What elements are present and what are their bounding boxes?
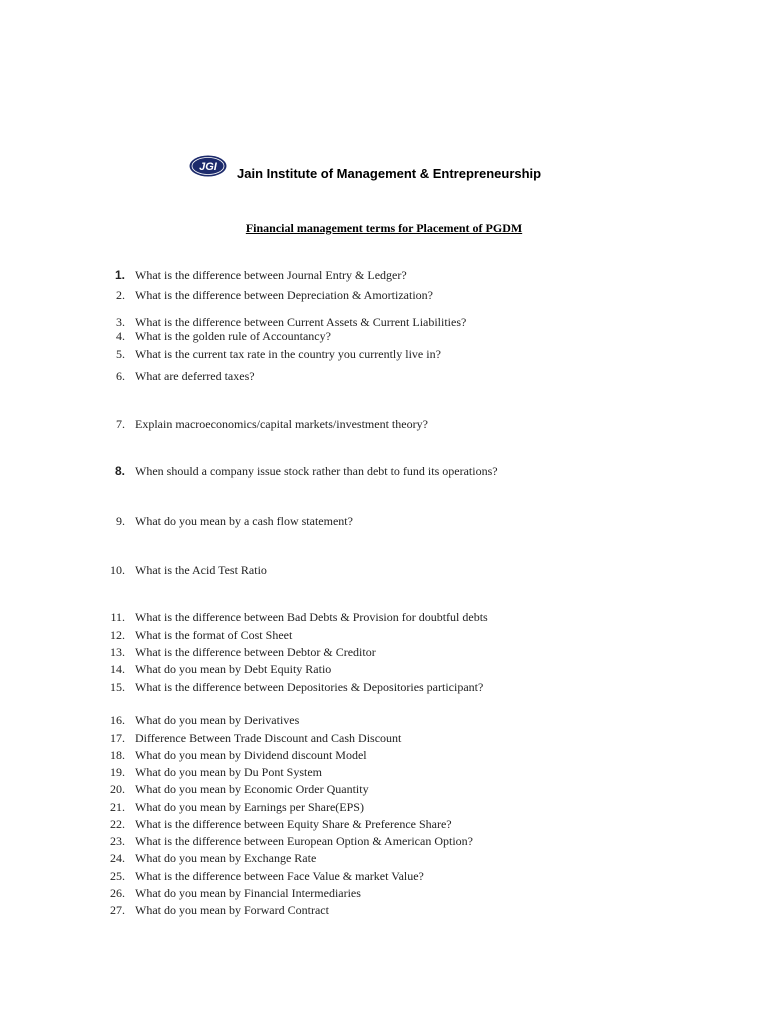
- svg-text:JGI: JGI: [199, 161, 217, 173]
- jgi-logo: [189, 155, 227, 177]
- document-page: JGI Jain Institute of Management & Entrepreneurship Financial management terms for Placement of PGDM 1. What is the difference between Journal Entry & Ledger? 2. What is the difference between Depreciation & Amortization? 3. What is the difference between Current Assets & Current Liabilities? 4. What is the golden rule of Accountancy? 5. What is the current tax rate in the country you currently live in? 6. What are deferred taxes? 7. Explain macroeconomics/capital markets/investment theory? 8. When should a company issue stock rather than debt to fund its operations? 9. What do you mean by a cash flow statement? 10. What is the Acid Test Ratio 11. What is the difference between Bad Debts & Provision for doubtful debts 12. What is the format of Cost Sheet 13. What is the difference between Debtor & Creditor 14. What do you mean by Debt Equity Ratio 15. What is the difference between Depositories & Depositories participant? 16. What do you mean by Derivatives 17. Difference Between Trade Discount and Cash Discount 18. What do you mean by Dividend discount Model 19. What do you mean by Du Pont System 20. What do you mean by Economic Order Quantity 21. What do you mean by Earnings per Share(EPS) 22. What is the difference between Equity Share & Preference Share? 23. What is the difference between European Option & American Option? 24. What do you mean by Exchange Rate 25. What is the difference between Face Value & market Value? 26. What do you mean by Financial Intermediaries 27. What do you mean by Forward Contract: [0, 0, 768, 1024]
- document-subtitle: Financial management terms for Placement of PGDM: [245, 221, 523, 235]
- institute-name: Jain Institute of Management & Entrepreneurship: [237, 166, 542, 181]
